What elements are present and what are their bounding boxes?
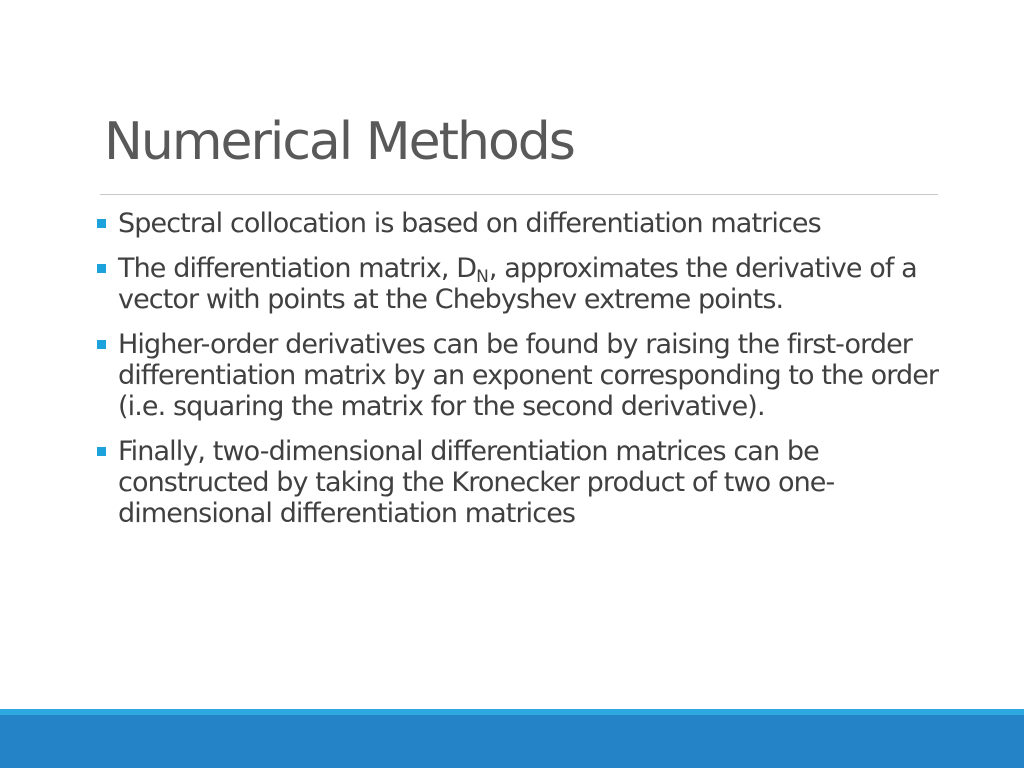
- slide-title: Numerical Methods: [104, 112, 574, 172]
- bullet-item: [95, 329, 955, 422]
- subscript-n: N: [476, 267, 489, 287]
- footer-bar: [0, 715, 1024, 768]
- square-bullet-icon: [97, 219, 106, 228]
- bullet-item: [95, 253, 955, 315]
- bullet-item: [95, 436, 955, 529]
- bullet-text: Spectral collocation is based on differentiation matrices: [118, 208, 821, 239]
- bullet-list: [95, 208, 955, 543]
- bullet-text: Higher-order derivatives can be found by raising the first-order differentiation matrix by an exponent corresponding to the order (i.e. squaring the matrix for the second derivative).: [118, 329, 939, 422]
- bullet-text: Finally, two-dimensional differentiation matrices can be constructed by taking the Kronecker product of two one-dimensional differentiation matrices: [118, 436, 835, 529]
- square-bullet-icon: [97, 340, 106, 349]
- title-divider: [100, 194, 938, 195]
- bullet-text-end: , approximates the derivative of a vector with points at the Chebyshev extreme points.: [118, 253, 917, 315]
- square-bullet-icon: [97, 447, 106, 456]
- bullet-text: [118, 253, 917, 315]
- bullet-text-start: The differentiation matrix, D: [118, 253, 477, 284]
- square-bullet-icon: [97, 264, 106, 273]
- bullet-item: [95, 208, 955, 239]
